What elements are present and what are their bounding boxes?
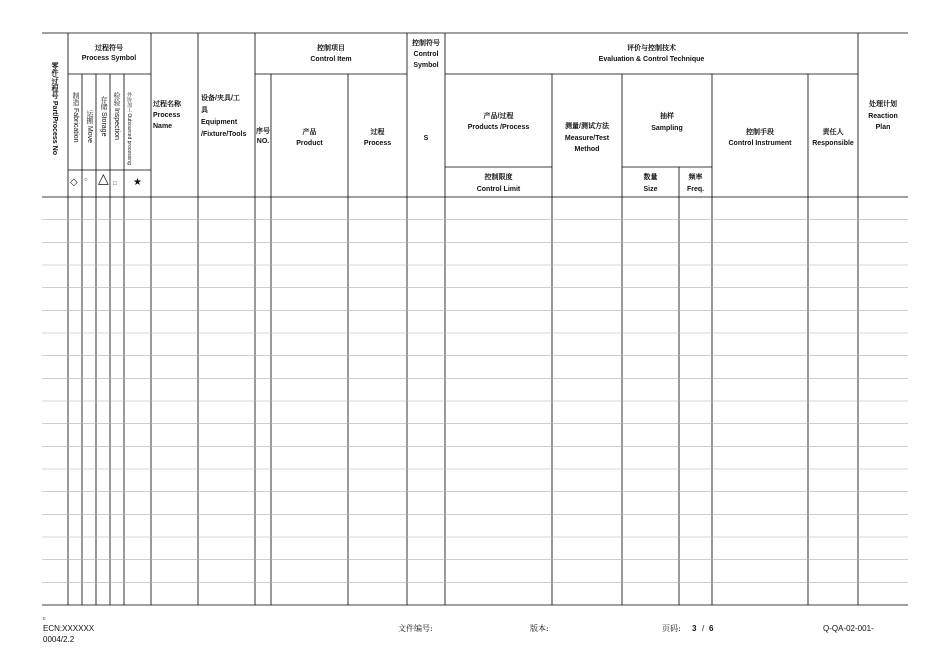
responsible-en: Responsible <box>812 140 854 147</box>
sampling-en: Sampling <box>651 125 683 132</box>
freq-cn: 频率 <box>688 174 703 181</box>
products-process-en: Products /Process <box>467 124 530 131</box>
process-symbol-header-cn: 过程符号 <box>95 45 123 52</box>
seq-no-cn: 序号 <box>256 128 270 135</box>
circle-symbol-icon: ○ <box>84 177 88 183</box>
process-symbol-header-en: Process Symbol <box>81 55 137 62</box>
footer-page-label: 页码: <box>662 624 681 633</box>
process-en: Process <box>363 140 392 147</box>
instrument-cn: 控制手段 <box>746 129 774 136</box>
seq-no-en: NO. <box>256 138 270 145</box>
product-en: Product <box>296 140 323 147</box>
square-symbol-icon: □ <box>113 181 117 187</box>
symbol-col-move: 运搬 Move <box>86 110 93 144</box>
footer-page-sep: / <box>702 624 705 633</box>
instrument-en: Control Instrument <box>728 140 792 147</box>
evaluation-cn: 评价与控制技术 <box>627 45 676 52</box>
freq-en: Freq. <box>686 186 705 193</box>
symbol-col-outsourced: 外协加工 Outsourced processing <box>126 92 132 165</box>
reaction-cn: 处理计划 <box>869 101 897 108</box>
size-en: Size <box>643 186 658 193</box>
symbol-col-inspection: 检验 Inspection <box>113 92 120 140</box>
diamond-symbol-icon: ◇ <box>70 177 78 188</box>
control-limit-cn: 控制限度 <box>484 174 513 181</box>
process-name-en2: Name <box>153 123 173 130</box>
process-name-en1: Process <box>153 112 181 119</box>
footer-version-label: 版本: <box>530 624 549 633</box>
sampling-cn: 抽样 <box>660 113 674 120</box>
product-cn: 产品 <box>302 129 317 136</box>
control-symbol-value: S <box>423 135 429 142</box>
footer-page-total: 6 <box>709 624 714 633</box>
products-process-cn: 产品/过程 <box>483 113 514 120</box>
measure-en2: Method <box>574 146 600 153</box>
control-limit-en: Control Limit <box>476 186 521 193</box>
footer-ecn-date: 0004/2.2 <box>43 635 75 644</box>
triangle-symbol-icon: △ <box>98 170 109 186</box>
footer-c-mark: c <box>43 616 46 622</box>
part-process-no-header: 零件/过程号 Part/Process No <box>51 62 58 155</box>
symbol-col-fabrication: 制造 Fabrication <box>72 92 79 143</box>
reaction-en1: Reaction <box>868 113 898 120</box>
control-symbol-cn: 控制符号 <box>412 40 440 47</box>
size-cn: 数量 <box>643 174 658 181</box>
control-item-en: Control Item <box>310 56 352 63</box>
control-item-cn: 控制项目 <box>317 45 345 52</box>
star-symbol-icon: ★ <box>133 177 142 188</box>
measure-en1: Measure/Test <box>564 135 610 142</box>
evaluation-en: Evaluation & Control Technique <box>598 56 705 63</box>
measure-cn: 测量/测试方法 <box>565 123 609 130</box>
equipment-cn1: 设备/夹具/工 <box>201 95 240 102</box>
footer-doc-code: Q-QA-02-001- <box>823 624 874 633</box>
responsible-cn: 责任人 <box>822 129 844 136</box>
process-name-cn: 过程名称 <box>153 101 181 108</box>
control-symbol-en2: Symbol <box>413 62 439 69</box>
process-cn: 过程 <box>370 129 385 136</box>
reaction-en2: Plan <box>875 124 891 131</box>
control-symbol-en1: Control <box>413 51 439 58</box>
equipment-en2: /Fixture/Tools <box>201 131 247 138</box>
footer-ecn: ECN:XXXXXX <box>43 624 95 633</box>
equipment-cn2: 具 <box>201 107 208 114</box>
footer-page-current: 3 <box>692 624 697 633</box>
footer-file-no-label: 文件编号: <box>398 624 433 633</box>
equipment-en1: Equipment <box>201 119 238 126</box>
symbol-col-storage: 存储 Storage <box>100 96 107 137</box>
